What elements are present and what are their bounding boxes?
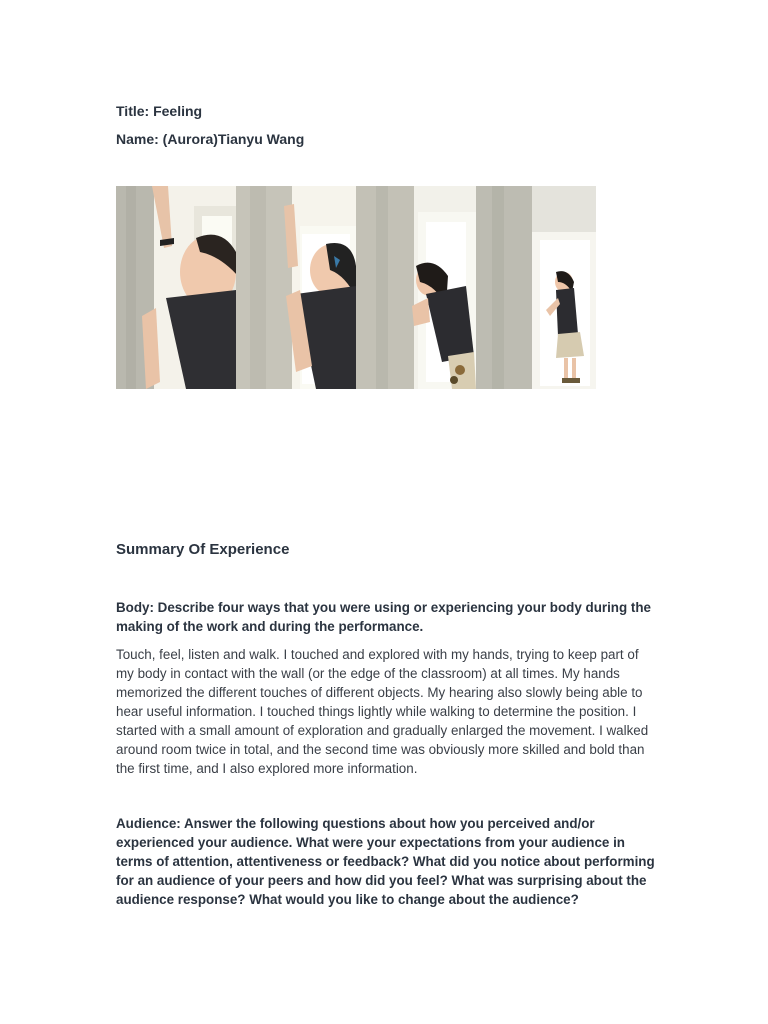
photo-4 xyxy=(476,186,596,389)
audience-question: Audience: Answer the following questions about how you perceived and/or experienced your audience. What were your expectations from your audience in terms of attention, attentiveness or feedback? What did you notice about performing for an audience of your peers and how did you feel? What was surprising about the audience response? What would you like to change about the audience? xyxy=(116,816,655,907)
body-answer: Touch, feel, listen and walk. I touched and explored with my hands, trying to keep part of my body in contact with the wall (or the edge of the classroom) at all times. My hands memorized the different touches of different objects. My hearing also slowly being able to hear useful information. I touched things lightly while walking to determine the position. I started with a small amount of exploration and gradually enlarged the movement. I walked around room twice in total, and the second time was obviously more skilled and bold than the first time, and I also explored more information. xyxy=(116,647,649,776)
photo-2 xyxy=(236,186,356,389)
photo-strip xyxy=(116,186,596,389)
document-title: Title: Feeling xyxy=(116,103,203,119)
photo-3 xyxy=(356,186,476,389)
author-name: Name: (Aurora)Tianyu Wang xyxy=(116,131,305,147)
section-heading: Summary Of Experience xyxy=(116,541,290,558)
body-question: Body: Describe four ways that you were using or experiencing your body during the making of the work and during the performance. xyxy=(116,600,651,634)
photo-1 xyxy=(116,186,236,389)
